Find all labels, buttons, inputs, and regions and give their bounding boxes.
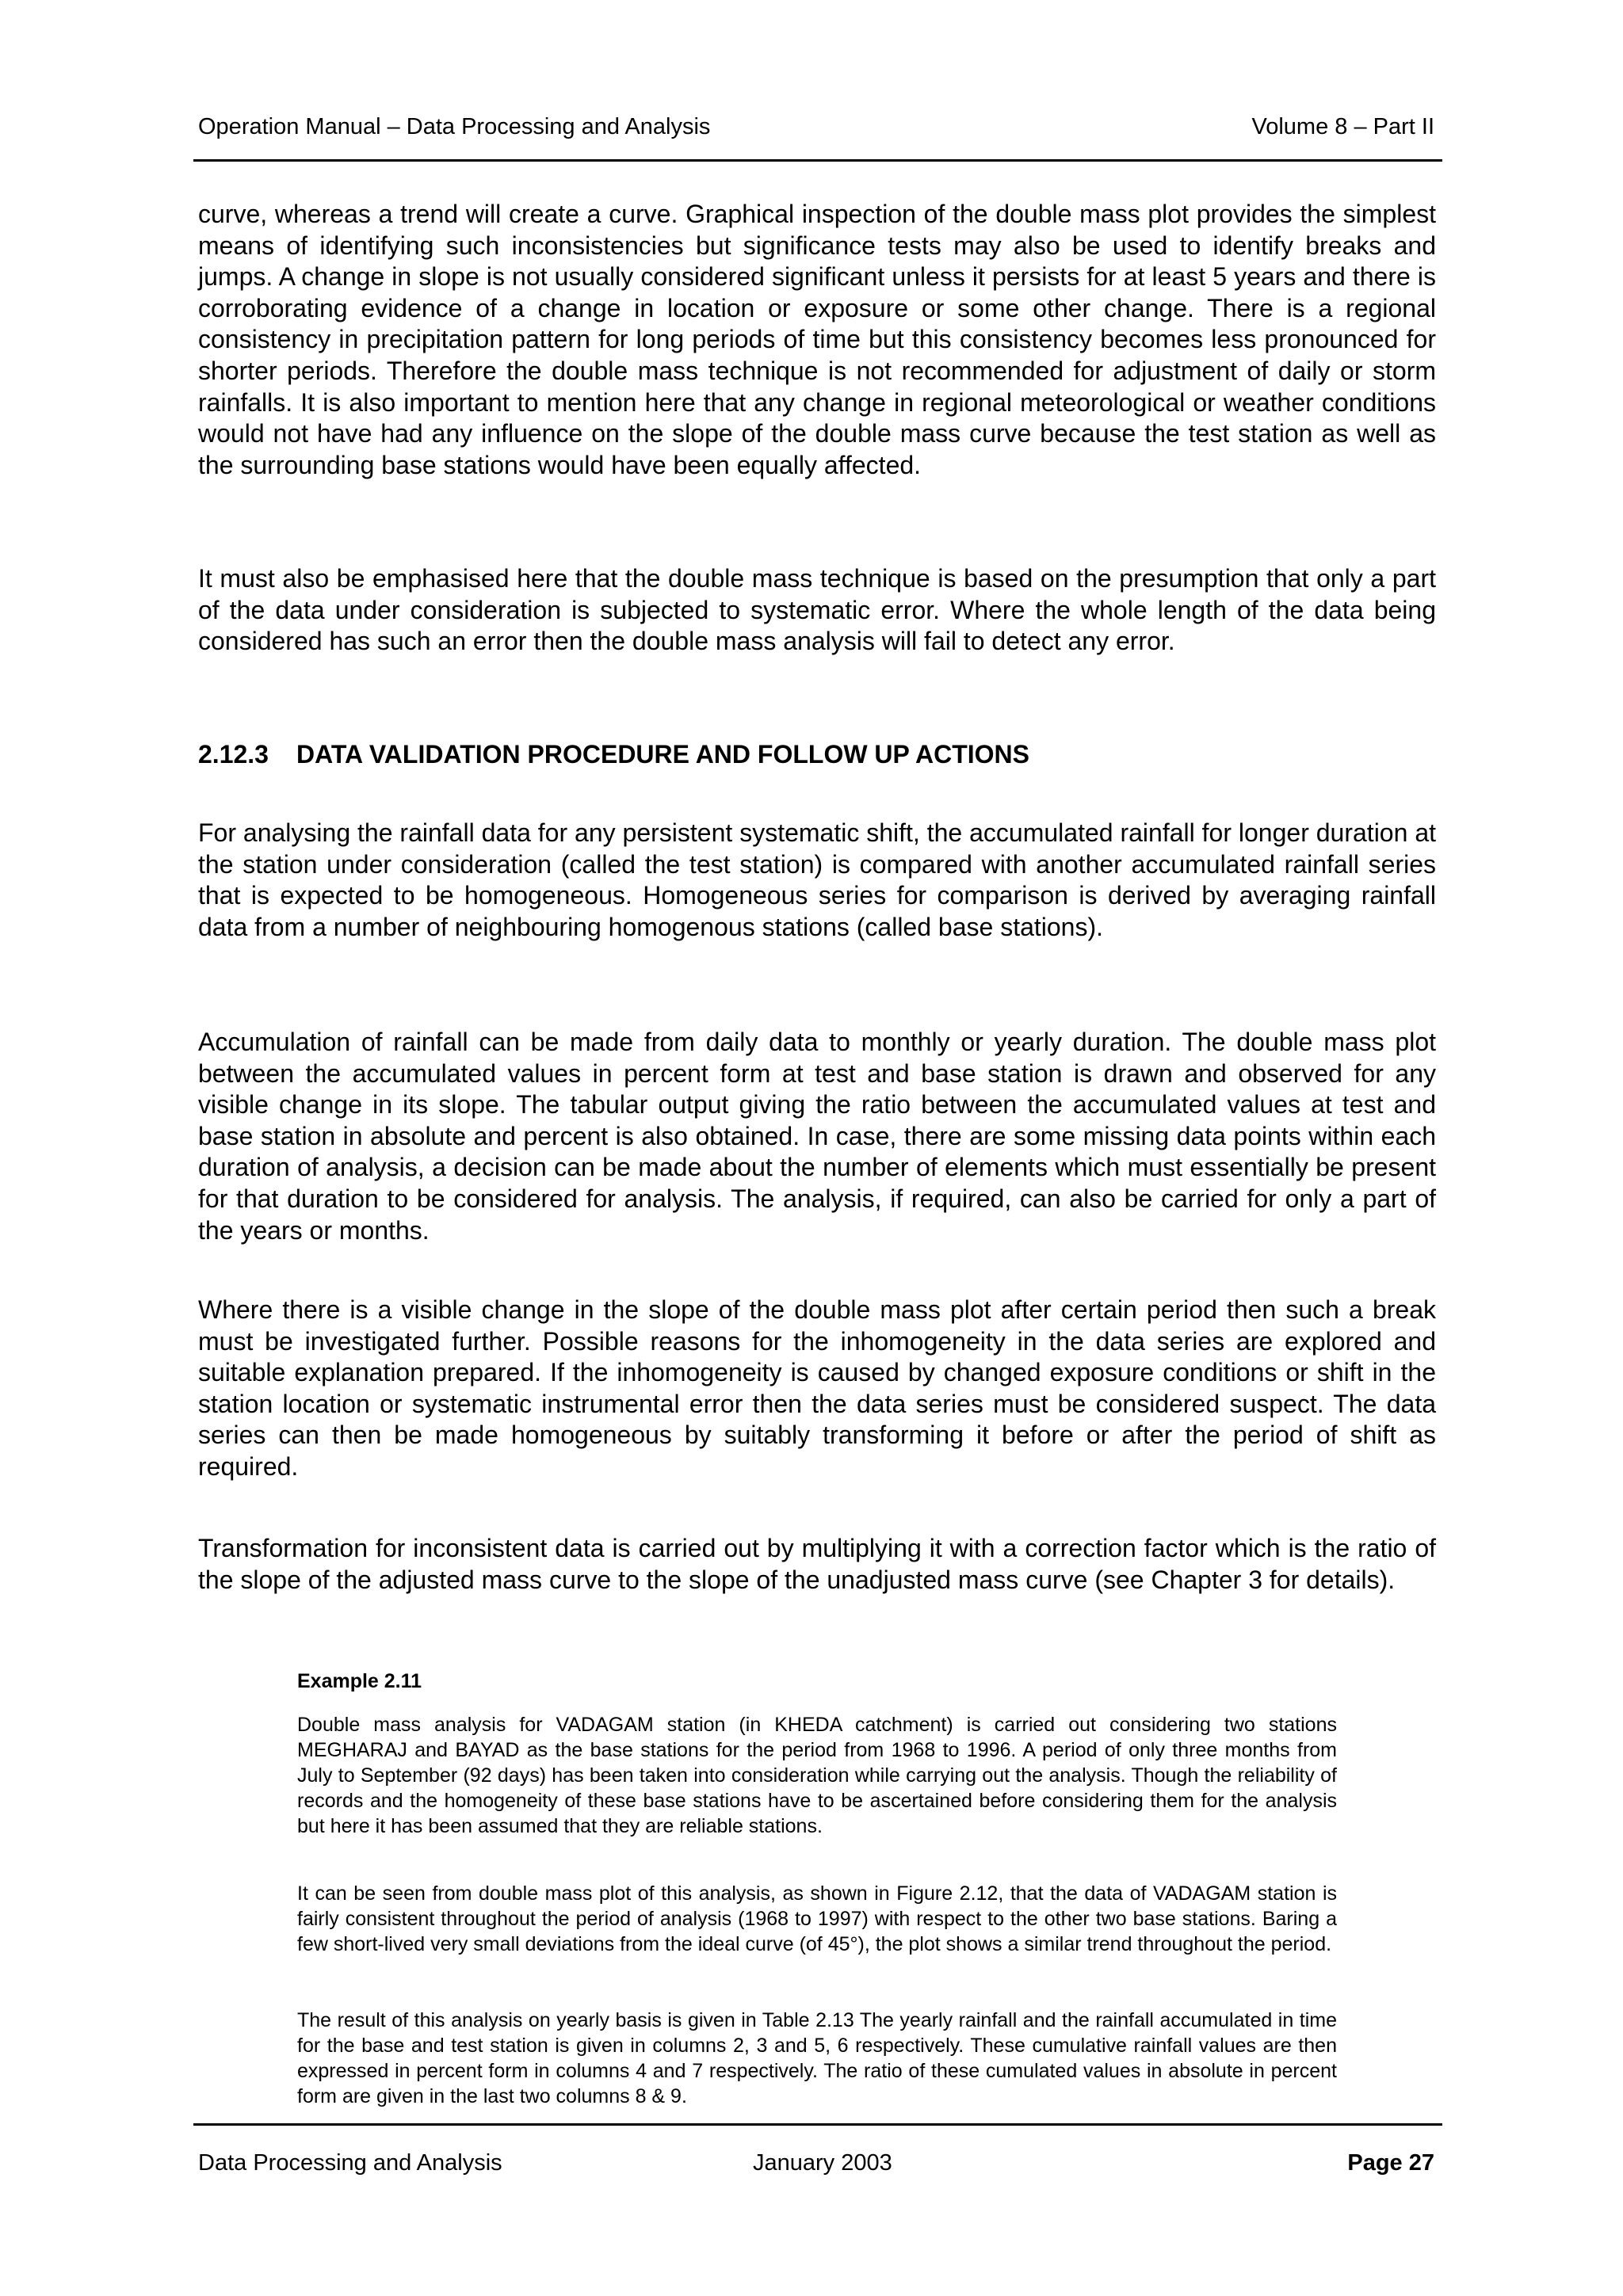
paragraph-accumulation: Accumulation of rainfall can be made from daily data to monthly or yearly duration. The double mass plot between the accumulated values in percent form at test and base station is drawn and observed for any visible change in its slope. The tabular output giving the ratio between the accumulated values at test and base station in absolute and percent is also obtained. In case, there are some missing data points within each duration of analysis, a decision can be made about the number of elements which must essentially be present for that duration to be considered for analysis. The analysis, if required, can also be carried for only a part of the years or months. bbox=[198, 1028, 1436, 1245]
paragraph-double-mass-curve: curve, whereas a trend will create a curve. Graphical inspection of the double mass plot provides the simplest means of identifying such inconsistencies but significance tests may also be used to identify breaks and jumps. A change in slope is not usually considered significant unless it persists for at least 5 years and there is corroborating evidence of a change in location or exposure or some other change. There is a regional consistency in precipitation pattern for long periods of time but this consistency becomes less pronounced for shorter periods. Therefore the double mass technique is not recommended for adjustment of daily or storm rainfalls. It is also important to mention here that any change in regional meteorological or weather conditions would not have had any influence on the slope of the double mass curve because the test station as well as the surrounding base stations would have been equally affected. bbox=[198, 200, 1436, 479]
example-paragraph-1: Double mass analysis for VADAGAM station (in KHEDA catchment) is carried out considering two stations MEGHARAJ and BAYAD as the base stations for the period from 1968 to 1996. A period of only three months from July to September (92 days) has been taken into consideration while carrying out the analysis. Though the reliability of records and the homogeneity of these base stations have to be ascertained before considering them for the analysis but here it has been assumed that they are reliable stations. bbox=[297, 1714, 1337, 1837]
paragraph-analysing-rainfall: For analysing the rainfall data for any persistent systematic shift, the accumulated rainfall for longer duration at the station under consideration (called the test station) is compared with another accumulated rainfall series that is expected to be homogeneous. Homogeneous series for comparison is derived by averaging rainfall data from a number of neighbouring homogenous stations (called base stations). bbox=[198, 818, 1436, 941]
example-paragraph-2: It can be seen from double mass plot of this analysis, as shown in Figure 2.12, that the data of VADAGAM station is fairly consistent throughout the period of analysis (1968 to 1997) with respect to the other two base stations. Baring a few short-lived very small deviations from the ideal curve (of 45°), the plot shows a similar trend throughout the period. bbox=[297, 1882, 1337, 1955]
page-number: Page 27 bbox=[1347, 2150, 1434, 2176]
header-volume: Volume 8 – Part II bbox=[1251, 114, 1434, 139]
example-title: Example 2.11 bbox=[297, 1670, 422, 1692]
header-rule bbox=[193, 159, 1442, 162]
section-title: DATA VALIDATION PROCEDURE AND FOLLOW UP ACTIONS bbox=[296, 740, 1029, 769]
paragraph-transformation: Transformation for inconsistent data is carried out by multiplying it with a correction factor which is the ratio of the slope of the adjusted mass curve to the slope of the unadjusted mass curve (see Chapter 3 for details). bbox=[198, 1534, 1436, 1594]
header-document-title: Operation Manual – Data Processing and Analysis bbox=[198, 114, 711, 139]
paragraph-presumption: It must also be emphasised here that the double mass technique is based on the presumption that only a part of the data under consideration is subjected to systematic error. Where the whole length of the data being considered has such an error then the double mass analysis will fail to detect any error. bbox=[198, 564, 1436, 656]
section-number: 2.12.3 bbox=[198, 740, 269, 769]
example-paragraph-3: The result of this analysis on yearly basis is given in Table 2.13 The yearly rainfall and the rainfall accumulated in time for the base and test station is given in columns 2, 3 and 5, 6 respectively. These cumulative rainfall values are then expressed in percent form in columns 4 and 7 respectively. The ratio of these cumulated values in absolute in percent form are given in the last two columns 8 & 9. bbox=[297, 2009, 1337, 2107]
paragraph-visible-change: Where there is a visible change in the slope of the double mass plot after certain period then such a break must be investigated further. Possible reasons for the inhomogeneity in the data series are explored and suitable explanation prepared. If the inhomogeneity is caused by changed exposure conditions or shift in the station location or systematic instrumental error then the data series must be considered suspect. The data series can then be made homogeneous by suitably transforming it before or after the period of shift as required. bbox=[198, 1295, 1436, 1481]
footer-date: January 2003 bbox=[753, 2150, 892, 2176]
page-header bbox=[198, 113, 1434, 141]
footer-title: Data Processing and Analysis bbox=[198, 2150, 502, 2176]
footer-rule bbox=[193, 2123, 1442, 2126]
section-heading bbox=[198, 738, 1029, 770]
